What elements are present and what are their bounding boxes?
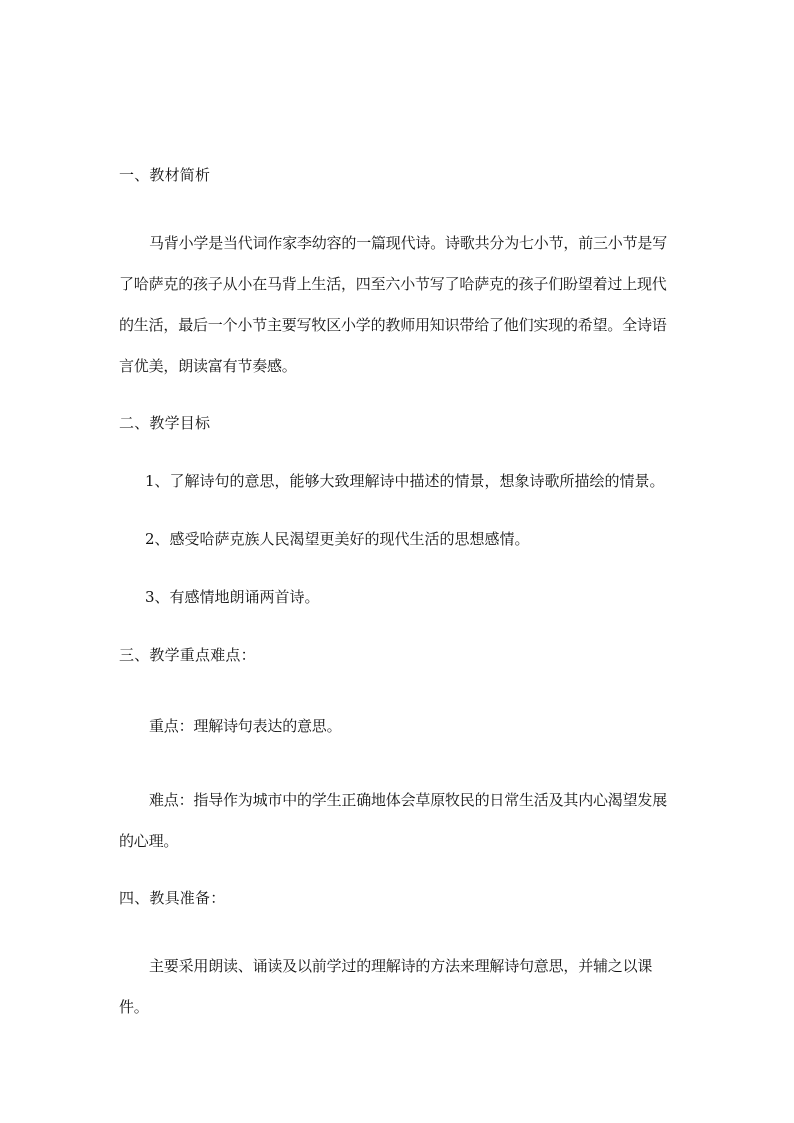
spacer xyxy=(119,496,679,532)
section-heading-teaching-aids: 四、教具准备： xyxy=(119,889,226,907)
spacer xyxy=(119,670,679,706)
key-point-paragraph: 重点：理解诗句表达的意思。 xyxy=(149,717,342,735)
spacer xyxy=(119,612,679,648)
spacer xyxy=(119,438,679,474)
teaching-goal-item-2: 2、感受哈萨克族人民渴望更美好的现代生活的思想感情。 xyxy=(145,530,530,548)
spacer xyxy=(119,747,679,780)
spacer xyxy=(119,190,679,223)
teaching-aids-paragraph: 主要采用朗读、诵读及以前学过的理解诗的方法来理解诗句意思，并辅之以课件。 xyxy=(119,957,653,1016)
spacer xyxy=(119,913,679,946)
teaching-goal-item-3: 3、有感情地朗诵两首诗。 xyxy=(145,588,320,606)
section-heading-textbook-analysis: 一、教材简析 xyxy=(119,166,211,184)
section-heading-teaching-goals: 二、教学目标 xyxy=(119,414,211,432)
lesson-plan-content xyxy=(119,168,679,1028)
spacer xyxy=(119,554,679,590)
textbook-analysis-paragraph: 马背小学是当代词作家李幼容的一篇现代诗。诗歌共分为七小节，前三小节是写了哈萨克的孩子从小在马背上生活，四至六小节写了哈萨克的孩子们盼望着过上现代的生活，最后一个小节主要写牧区小学的教师用知识带给了他们实现的希望。全诗语言优美，朗读富有节奏感。 xyxy=(119,234,668,375)
teaching-goal-item-1: 1、了解诗句的意思，能够大致理解诗中描述的情景，想象诗歌所描绘的情景。 xyxy=(145,472,665,490)
section-heading-key-difficult-points: 三、教学重点难点： xyxy=(119,646,256,664)
spacer xyxy=(119,862,679,891)
spacer xyxy=(119,387,679,416)
difficult-point-paragraph: 难点：指导作为城市中的学生正确地体会草原牧民的日常生活及其内心渴望发展的心理。 xyxy=(119,791,668,850)
